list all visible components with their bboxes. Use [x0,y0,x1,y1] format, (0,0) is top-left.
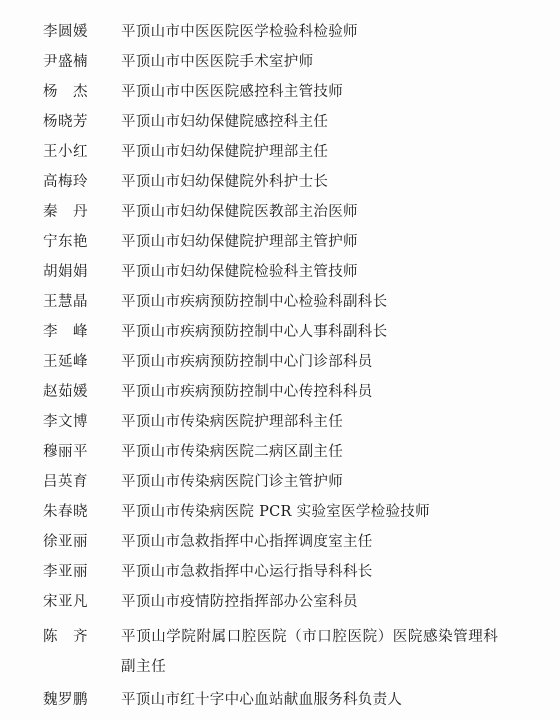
person-name: 王慧晶 [43,294,88,310]
person-role: 平顶山市急救指挥中心运行指导科科长 [121,564,373,580]
person-name: 胡娟娟 [43,264,88,280]
list-item [0,47,560,77]
list-item [0,407,560,437]
person-role: 平顶山市妇幼保健院外科护士长 [121,174,329,190]
person-role: 平顶山市疾病预防控制中心门诊部科员 [121,354,373,370]
person-name: 徐亚丽 [43,534,88,550]
person-role: 平顶山市红十字中心血站献血服务科负责人 [121,692,403,708]
list-item [0,17,560,47]
person-name: 李亚丽 [43,564,88,580]
person-role: 平顶山市疾病预防控制中心检验科副科长 [121,294,388,310]
person-role: 平顶山市传染病医院二病区副主任 [121,444,343,460]
person-role: 平顶山市传染病医院门诊主管护师 [121,474,343,490]
person-name: 王延峰 [43,354,88,370]
list-item [0,257,560,287]
list-item [0,622,560,682]
list-item [0,497,560,527]
person-name: 李文博 [43,414,88,430]
list-item [0,107,560,137]
person-name: 魏罗鹏 [43,692,88,708]
person-name: 秦 丹 [43,204,88,220]
person-name: 吕英育 [43,474,88,490]
list-item [0,437,560,467]
person-name: 穆丽平 [43,444,88,460]
person-name: 高梅玲 [43,174,88,190]
person-role: 平顶山市中医医院手术室护师 [121,54,314,70]
list-item [0,347,560,377]
person-name: 李 峰 [43,324,88,340]
person-name: 宁东艳 [43,234,88,250]
list-item [0,167,560,197]
person-role: 平顶山市妇幼保健院护理部主管护师 [121,234,358,250]
person-role: 平顶山市中医医院感控科主管技师 [121,84,343,100]
person-name: 杨 杰 [43,84,88,100]
list-item [0,557,560,587]
person-name: 朱春晓 [43,504,88,520]
list-item [0,287,560,317]
person-role: 平顶山市疾病预防控制中心传控科科员 [121,384,373,400]
list-item [0,227,560,257]
person-role: 平顶山市妇幼保健院感控科主任 [121,114,329,130]
list-item [0,685,560,715]
person-name: 宋亚凡 [43,594,88,610]
list-item [0,377,560,407]
person-role: 平顶山市疫情防控指挥部办公室科员 [121,594,358,610]
person-name: 杨晓芳 [43,114,88,130]
list-item [0,527,560,557]
list-item [0,137,560,167]
person-role: 平顶山市传染病医院护理部科主任 [121,414,343,430]
person-role: 平顶山市传染病医院 PCR 实验室医学检验技师 [121,504,430,520]
person-role: 平顶山市疾病预防控制中心人事科副科长 [121,324,388,340]
person-name: 尹盛楠 [43,54,88,70]
list-item [0,317,560,347]
person-role: 平顶山学院附属口腔医院（市口腔医院）医院感染管理科副主任 [121,629,499,675]
list-item [0,587,560,617]
person-name: 李圆媛 [43,24,88,40]
list-item [0,467,560,497]
person-role: 平顶山市急救指挥中心指挥调度室主任 [121,534,373,550]
list-item [0,77,560,107]
person-role: 平顶山市妇幼保健院护理部主任 [121,144,329,160]
person-role: 平顶山市妇幼保健院医教部主治医师 [121,204,358,220]
person-role: 平顶山市中医医院医学检验科检验师 [121,24,358,40]
person-name: 赵茹媛 [43,384,88,400]
person-name: 陈 齐 [43,629,88,645]
list-item [0,197,560,227]
person-role: 平顶山市妇幼保健院检验科主管技师 [121,264,358,280]
person-name: 王小红 [43,144,88,160]
